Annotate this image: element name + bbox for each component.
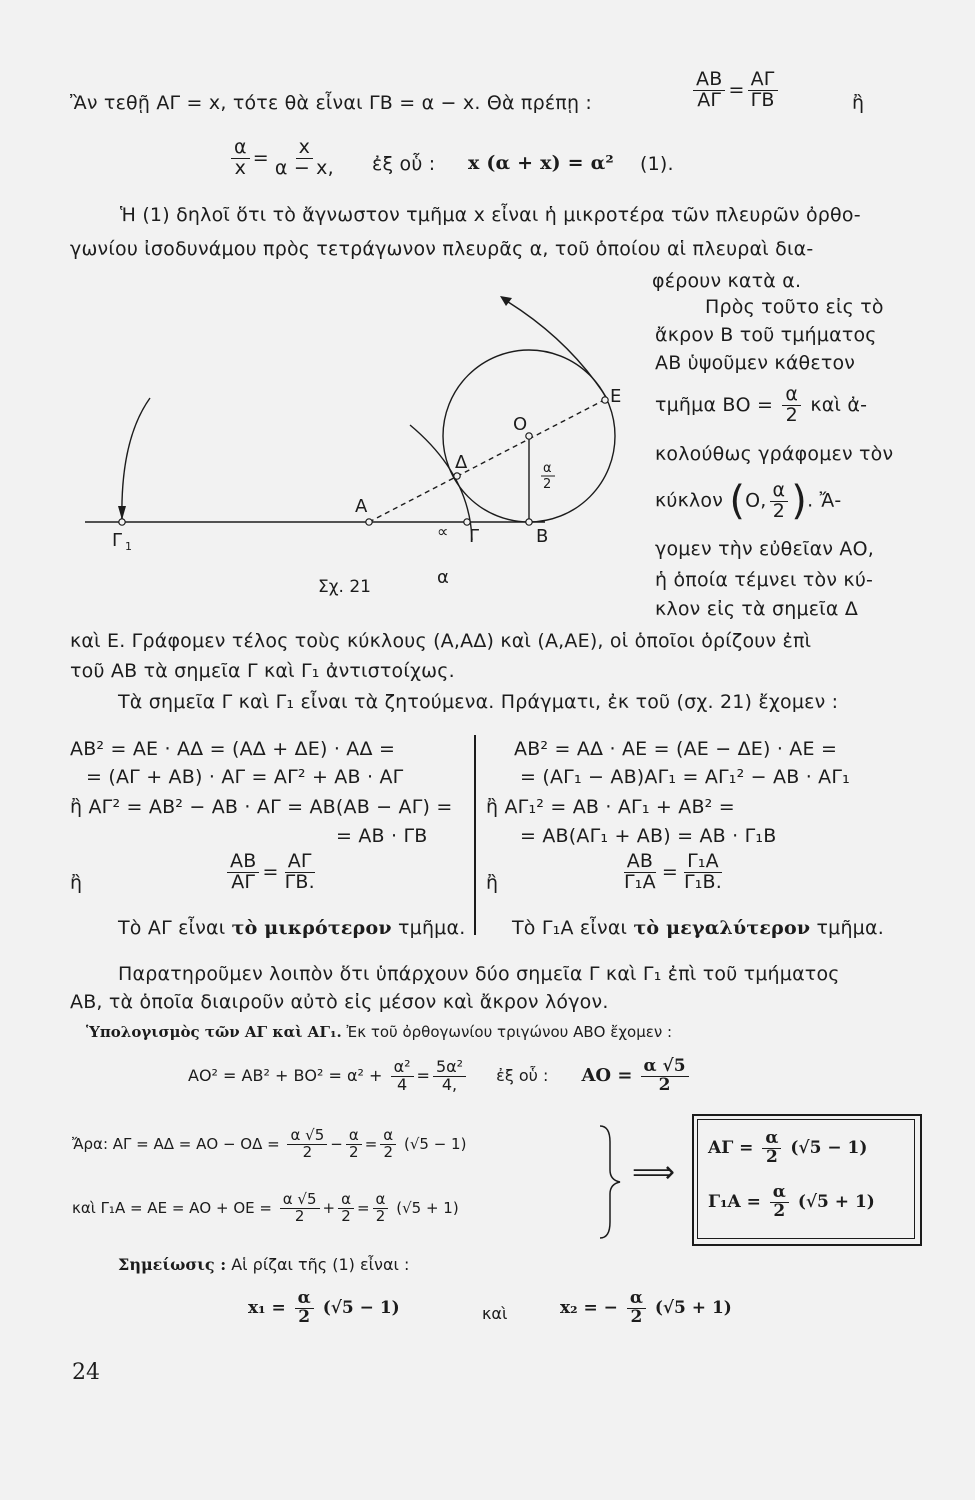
frac-den: 2	[349, 1142, 359, 1161]
right-row2: = (ΑΓ₁ − ΑΒ)ΑΓ₁ = ΑΓ₁² − ΑΒ · ΑΓ₁	[520, 766, 850, 788]
frac-den: x	[234, 156, 247, 179]
arc-g1	[122, 398, 150, 522]
ao-equation	[188, 1058, 692, 1095]
frac-num: α	[770, 481, 789, 502]
frac-den: 2	[630, 1306, 643, 1327]
label-half-num: α	[543, 461, 552, 476]
frac-den: 2	[302, 1142, 313, 1161]
label-half-den: 2	[543, 477, 552, 492]
label-d: Δ	[455, 452, 468, 473]
column-divider	[474, 735, 476, 935]
label-g: Γ	[469, 526, 480, 547]
point-g	[464, 519, 470, 525]
calc-heading-bold: Ὑπολογισμὸς τῶν ΑΓ καὶ ΑΓ₁.	[86, 1023, 342, 1041]
side-line5: κολούθως γράφομεν τὸν	[655, 443, 894, 465]
left-row1: ΑΒ² = ΑΕ · ΑΔ = (ΑΔ + ΔΕ) · ΑΔ =	[70, 738, 396, 760]
figure-caption: Σχ. 21	[318, 577, 372, 597]
root-text: x₁ =	[248, 1297, 286, 1318]
frac-num: α	[346, 1128, 362, 1145]
side-line2: ἄκρον Β τοῦ τμήματος	[655, 324, 877, 346]
frac-num: ΑΒ	[227, 852, 259, 873]
equation-1: x (α + x) = α²	[468, 152, 614, 174]
ag-text: Ἄρα: ΑΓ = ΑΔ = ΑΟ − ΟΔ =	[72, 1134, 280, 1153]
box-text: (√5 + 1)	[797, 1191, 875, 1212]
side-line3: ΑΒ ὑψοῦμεν κάθετον	[655, 352, 856, 374]
frac-den: 4,	[441, 1074, 458, 1094]
frac-den: ΑΓ	[231, 870, 256, 893]
frac-den: ΓΒ	[750, 88, 775, 111]
point-b	[526, 519, 532, 525]
root-text: (√5 − 1)	[322, 1297, 400, 1318]
conclusion-bold: τὸ μικρότερον	[231, 917, 392, 939]
frac-num: α √5	[280, 1192, 320, 1209]
page-number: 24	[72, 1360, 100, 1385]
paren: (	[729, 478, 746, 524]
frac-num: α √5	[287, 1128, 327, 1145]
arrow-e	[500, 296, 512, 306]
calc-heading	[86, 1023, 672, 1041]
box-result-2	[708, 1184, 875, 1221]
point-e	[602, 397, 608, 403]
frac-den: Γ₁Β.	[683, 870, 723, 893]
side-text: κύκλον	[655, 489, 724, 512]
equals-sign: =	[356, 1198, 370, 1217]
frac-num: ΑΓ	[285, 852, 315, 873]
ao-text: ΑΟ² = ΑΒ² + ΒΟ² = α² +	[188, 1065, 383, 1085]
frac-num: α	[627, 1290, 646, 1309]
frac-num: ΑΒ	[624, 852, 656, 873]
frac-den: ΓΒ.	[284, 870, 315, 893]
frac-den: α − x,	[274, 156, 334, 179]
note-label: Σημείωσις :	[118, 1255, 227, 1274]
para1-line1: Ἡ (1) δηλοῖ ὅτι τὸ ἄγνωστον τμῆμα x εἶναι ἡ μικροτέρα τῶν πλευρῶν ὀρθο-	[120, 204, 861, 226]
box-text: (√5 − 1)	[790, 1137, 868, 1158]
or-word: ἢ	[852, 92, 865, 114]
right-row4: = ΑΒ(ΑΓ₁ + ΑΒ) = ΑΒ · Γ₁Β	[520, 825, 777, 847]
secant-ae	[369, 398, 608, 522]
right-brace	[596, 1122, 626, 1242]
right-row3: ἢ ΑΓ₁² = ΑΒ · ΑΓ₁ + ΑΒ² =	[486, 796, 735, 818]
equals-sign: =	[416, 1065, 430, 1085]
implies-arrow: ⟹	[632, 1155, 676, 1190]
and-word: καὶ	[482, 1304, 508, 1323]
side-text: Ο,	[745, 489, 767, 512]
right-or: ἢ	[486, 872, 499, 894]
note-text: Αἱ ρίζαι τῆς (1) εἶναι :	[231, 1255, 410, 1274]
para1-line2: γωνίου ἰσοδυνάμου πρὸς τετράγωνον πλευρᾶς α, τοῦ ὁποίου αἱ πλευραὶ δια-	[70, 238, 814, 260]
ag-tail: (√5 − 1)	[403, 1134, 467, 1153]
label-b: Β	[536, 526, 549, 547]
para2-line3: Τὰ σημεῖα Γ καὶ Γ₁ εἶναι τὰ ζητούμενα. Πράγματι, ἐκ τοῦ (σχ. 21) ἔχομεν :	[118, 691, 839, 713]
conclusion-text: Τὸ Γ₁Α εἶναι	[512, 917, 628, 939]
left-conclusion	[118, 917, 465, 939]
side-line7: γομεν τὴν εὐθεῖαν ΑΟ,	[655, 538, 874, 560]
g1a-equation	[72, 1192, 459, 1225]
frac-num: α	[762, 1130, 781, 1149]
label-o: Ο	[513, 414, 528, 435]
point-d	[454, 473, 460, 479]
frac-num: α	[782, 385, 801, 406]
arrow-g1	[118, 506, 126, 520]
geometry-figure	[0, 0, 975, 640]
side-text: τμῆμα ΒΟ =	[655, 393, 774, 416]
left-row2: = (ΑΓ + ΑΒ) · ΑΓ = ΑΓ² + ΑΒ · ΑΓ	[86, 766, 404, 788]
para3-line2: ΑΒ, τὰ ὁποῖα διαιροῦν αὐτὸ εἰς μέσον καὶ ἄκρον λόγον.	[70, 991, 609, 1013]
frac-num: α	[338, 1192, 354, 1209]
frac-den: 2	[294, 1206, 305, 1225]
left-row4: = ΑΒ · ΓΒ	[336, 825, 428, 847]
conclusion-bold: τὸ μεγαλύτερον	[633, 917, 811, 939]
box-text: Γ₁Α =	[708, 1191, 761, 1212]
point-g1	[119, 519, 125, 525]
whence-text: ἐξ οὗ :	[372, 153, 436, 175]
equals-sign: =	[262, 860, 279, 883]
side-text: . Ἄ-	[807, 489, 842, 512]
frac-den: 2	[658, 1074, 671, 1095]
root-x1	[248, 1290, 400, 1327]
g1a-tail: (√5 + 1)	[396, 1198, 459, 1217]
conclusion-text: Τὸ ΑΓ εἶναι	[118, 917, 226, 939]
para2-line1: καὶ Ε. Γράφομεν τέλος τοὺς κύκλους (Α,ΑΔ) καὶ (Α,ΑΕ), οἱ ὁποῖοι ὁρίζουν ἐπὶ	[70, 630, 812, 652]
para2-line2: τοῦ ΑΒ τὰ σημεῖα Γ καὶ Γ₁ ἀντιστοίχως.	[70, 660, 455, 682]
para3-line1: Παρατηροῦμεν λοιπὸν ὅτι ὑπάρχουν δύο σημεῖα Γ καὶ Γ₁ ἐπὶ τοῦ τμήματος	[118, 963, 840, 985]
label-a: Α	[355, 496, 368, 517]
frac-num: 5α²	[433, 1059, 466, 1077]
conclusion-text: τμῆμα.	[816, 917, 884, 939]
frac-den: Γ₁Α	[624, 870, 656, 893]
ag-equation	[72, 1128, 466, 1161]
frac-num: ΑΓ	[748, 70, 778, 91]
root-text: x₂ = −	[560, 1297, 618, 1318]
right-row1: ΑΒ² = ΑΔ · ΑΕ = (ΑΕ − ΔΕ) · ΑΕ =	[514, 738, 838, 760]
frac-num: α	[373, 1192, 389, 1209]
paren: )	[791, 478, 808, 524]
frac-num: α √5	[641, 1058, 689, 1077]
para1-line3: φέρουν κατὰ α.	[652, 270, 802, 292]
plus-sign: +	[322, 1198, 336, 1217]
side-line8: ἡ ὁποία τέμνει τὸν κύ-	[655, 569, 874, 591]
side-line9: κλον εἰς τὰ σημεῖα Δ	[655, 598, 859, 620]
intro-line-2: $\frac{\alpha}{x}$ = $\frac{x}{\alpha - x,}$	[228, 138, 340, 179]
frac-den: ΑΓ	[697, 88, 722, 111]
side-line1: Πρὸς τοῦτο εἰς τὸ	[705, 296, 884, 318]
frac-num: α	[231, 138, 250, 159]
label-alpha-mark: ∝	[437, 522, 449, 541]
frac-num: α	[380, 1128, 396, 1145]
equation-ref: (1).	[640, 153, 674, 175]
whence-text: ἐξ οὗ :	[496, 1065, 549, 1085]
point-a	[366, 519, 372, 525]
frac-den: 2	[765, 1146, 778, 1167]
right-ratio	[618, 852, 728, 893]
frac-den: 4	[396, 1074, 408, 1094]
frac-num: α	[770, 1184, 789, 1203]
frac-den: 2	[785, 403, 798, 426]
left-row3: ἢ ΑΓ² = ΑΒ² − ΑΒ · ΑΓ = ΑΒ(ΑΒ − ΑΓ) =	[70, 796, 453, 818]
root-text: (√5 + 1)	[654, 1297, 732, 1318]
minus-sign: −	[330, 1134, 343, 1153]
frac-num: α	[295, 1290, 314, 1309]
left-ratio	[224, 852, 321, 893]
left-or: ἢ	[70, 872, 83, 894]
label-e: Ε	[610, 386, 622, 407]
g1a-text: καὶ Γ₁Α = ΑΕ = ΑΟ + ΟΕ =	[72, 1198, 272, 1217]
frac-num: α²	[391, 1059, 414, 1077]
box-result-1	[708, 1130, 867, 1167]
equals-sign: =	[661, 860, 678, 883]
root-x2	[560, 1290, 732, 1327]
conclusion-text: τμῆμα.	[398, 917, 466, 939]
frac-den: 2	[375, 1206, 386, 1225]
label-alpha-below: α	[437, 567, 449, 588]
frac-num: Γ₁Α	[684, 852, 722, 873]
label-g1-sub: 1	[125, 540, 132, 553]
intro-text: Ἂν τεθῇ ΑΓ = x, τότε θὰ εἶναι ΓΒ = α − x. Θὰ πρέπῃ :	[70, 92, 593, 114]
frac-den: 2	[298, 1306, 311, 1327]
box-text: ΑΓ =	[708, 1137, 754, 1158]
note-line	[118, 1255, 409, 1274]
right-conclusion	[512, 917, 884, 939]
ao-result: ΑΟ =	[581, 1064, 633, 1086]
side-text: καὶ ἀ-	[810, 393, 868, 416]
equals-sign: =	[728, 78, 745, 101]
equals-sign: =	[364, 1134, 378, 1153]
frac-num: ΑΒ	[693, 70, 725, 91]
label-g1: Γ	[112, 530, 123, 551]
frac-den: 2	[772, 499, 786, 522]
frac-num: x	[296, 138, 313, 159]
frac-den: 2	[341, 1206, 351, 1225]
frac-den: 2	[383, 1142, 394, 1161]
frac-den: 2	[773, 1200, 786, 1221]
calc-heading-text: Ἐκ τοῦ ὀρθογωνίου τριγώνου ΑΒΟ ἔχομεν :	[346, 1023, 673, 1041]
